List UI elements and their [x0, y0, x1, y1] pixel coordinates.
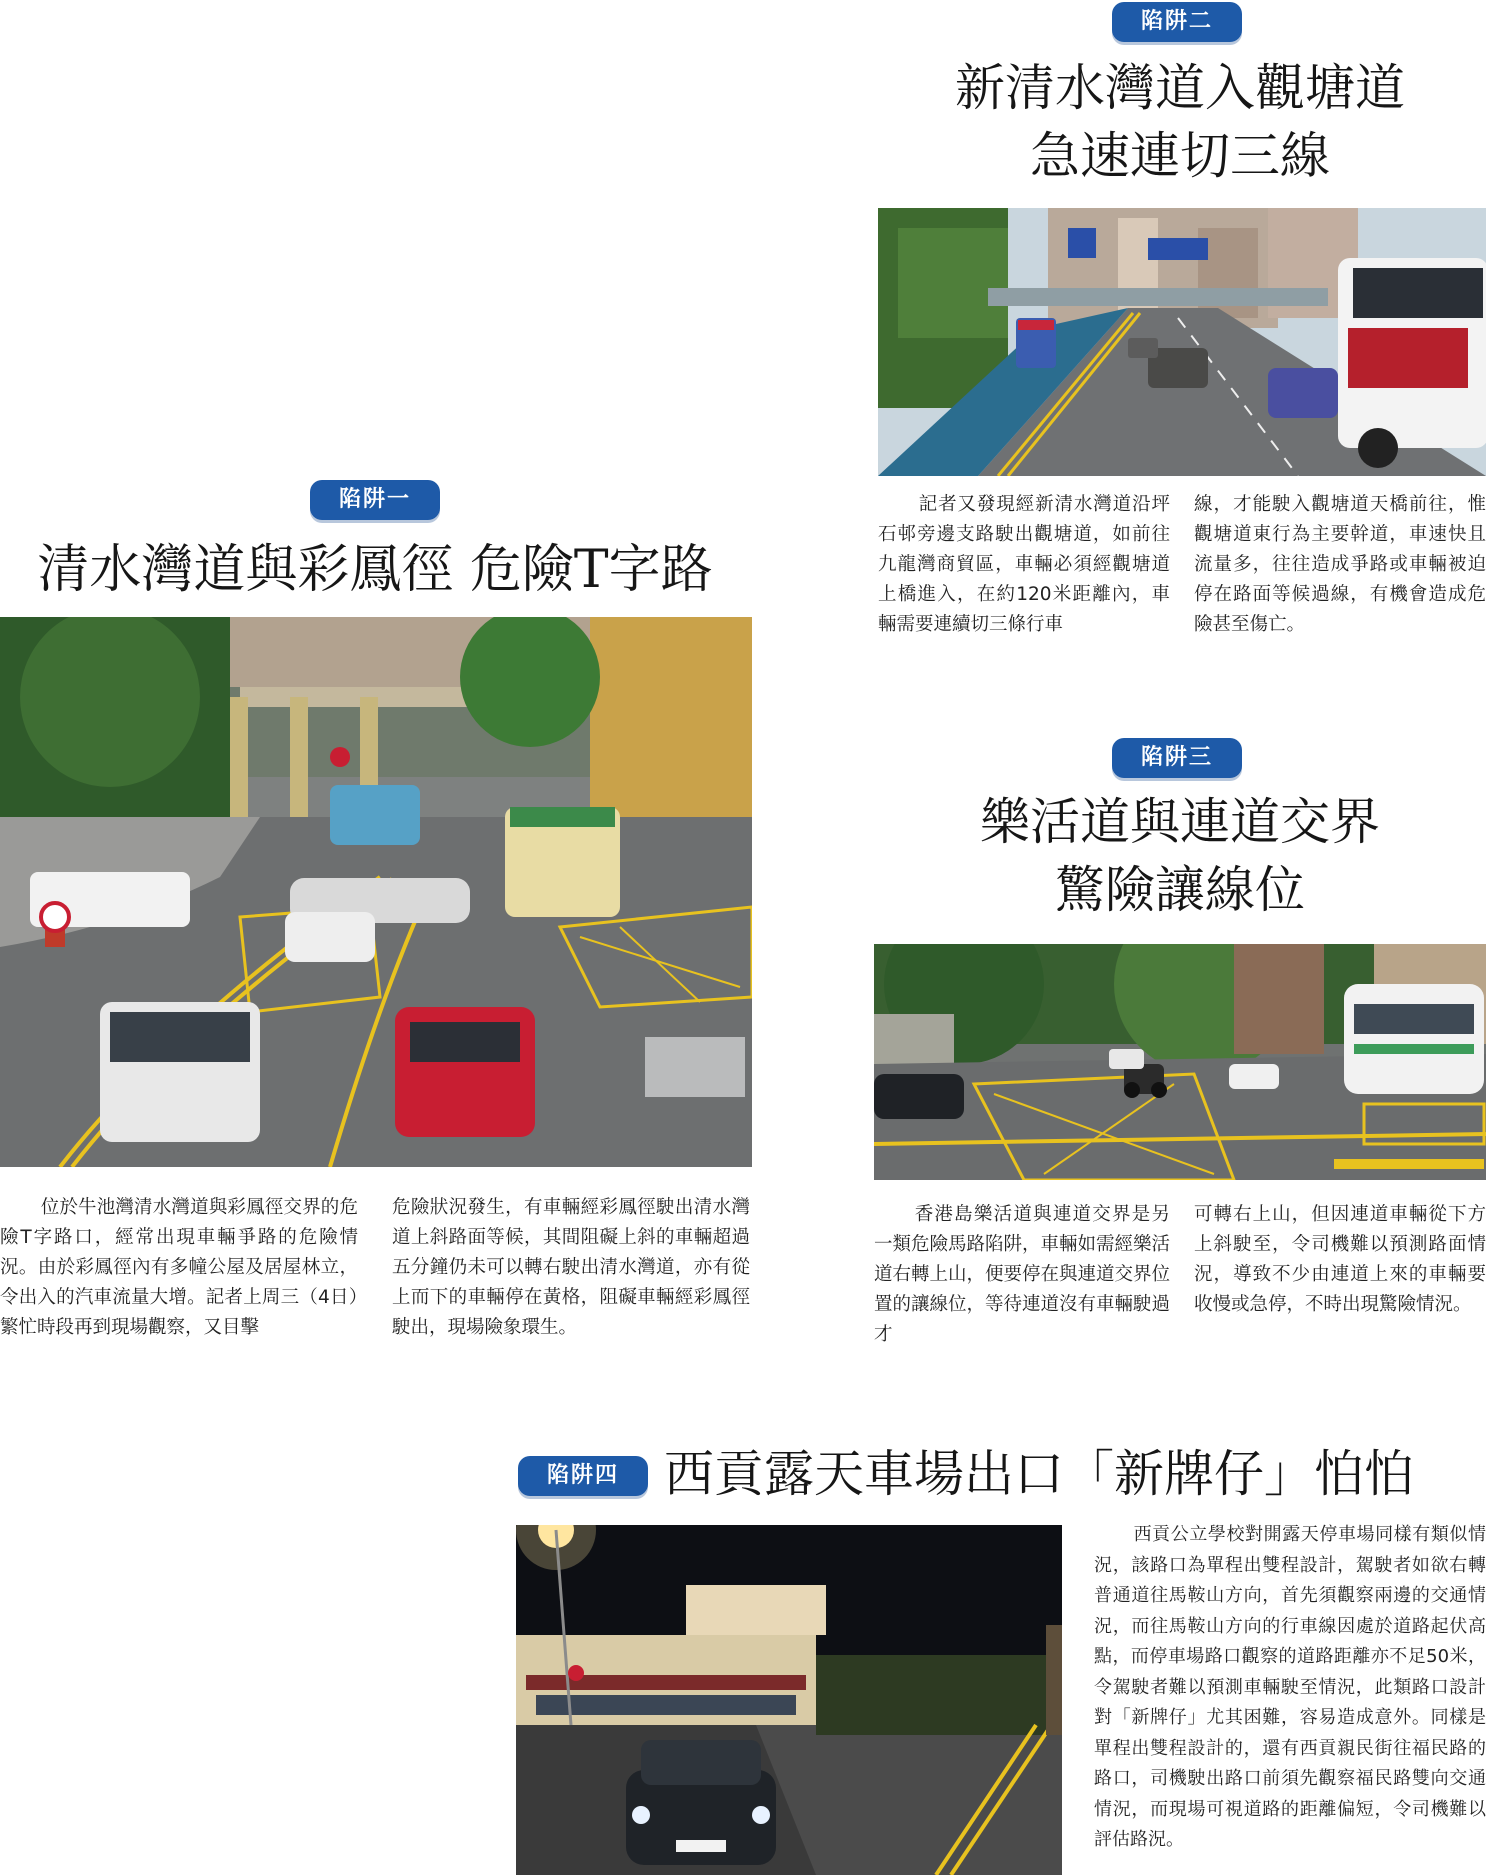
trap2-headline-line2: 急速連切三線 — [1030, 127, 1330, 185]
trap2-text-col2: 線，才能駛入觀塘道天橋前往，惟觀塘道東行為主要幹道，車速快且流量多，往往造成爭路或車輛被迫停在路面等候過線，有機會造成危險甚至傷亡。 — [1194, 494, 1486, 635]
trap3-text-col2: 可轉右上山，但因連道車輛從下方上斜駛至，令司機難以預測路面情況，導致不少由連道上來的車輛要收慢或急停，不時出現驚險情況。 — [1194, 1204, 1486, 1315]
trap2-text-col1: 記者又發現經新清水灣道沿坪石邨旁邊支路駛出觀塘道，如前往九龍灣商貿區，車輛必須經觀塘道上橋進入，在約120米距離內，車輛需要連續切三條行車 — [878, 494, 1170, 635]
trap4-badge: 陷阱四 — [518, 1456, 648, 1496]
trap3-text-col1: 香港島樂活道與連道交界是另一類危險馬路陷阱，車輛如需經樂活道右轉上山，便要停在與連道交界位置的讓線位，等待連道沒有車輛駛過才 — [874, 1204, 1171, 1345]
trap2-badge: 陷阱二 — [1112, 2, 1242, 42]
trap3-photo — [874, 944, 1486, 1180]
trap1-photo — [0, 617, 752, 1167]
trap2-headline-line1: 新清水灣道入觀塘道 — [955, 59, 1405, 117]
trap3-headline-line1: 樂活道與連道交界 — [980, 793, 1380, 851]
trap3-badge: 陷阱三 — [1112, 738, 1242, 778]
trap2-photo — [878, 208, 1486, 476]
trap1-text-col2: 危險狀況發生，有車輛經彩鳳徑駛出清水灣道上斜路面等候，其間阻礙上斜的車輛超過五分鐘仍未可以轉右駛出清水灣道，亦有從上而下的車輛停在黃格，阻礙車輛經彩鳳徑駛出，現場險象環生。 — [392, 1197, 750, 1338]
trap4-text: 西貢公立學校對開露天停車場同樣有類似情況，該路口為單程出雙程設計，駕駛者如欲右轉普通道往馬鞍山方向，首先須觀察兩邊的交通情況，而往馬鞍山方向的行車線因處於道路起伏高點，而停車場路口觀察的道路距離亦不足50米，令駕駛者難以預測車輛駛至情況，此類路口設計對「新牌仔」尤其困難，容易造成意外。同樣是單程出雙程設計的，還有西貢親民街往福民路的路口，司機駛出路口前須先觀察福民路雙向交通情況，而現場可視道路的距離偏短，令司機難以評估路況。 — [1094, 1524, 1486, 1850]
trap1-badge: 陷阱一 — [310, 480, 440, 520]
trap3-headline-line2: 驚險讓線位 — [1055, 861, 1305, 919]
trap4-photo — [516, 1525, 1062, 1875]
trap1-text-col1: 位於牛池灣清水灣道與彩鳳徑交界的危險T字路口，經常出現車輛爭路的危險情況。由於彩鳳徑內有多幢公屋及居屋林立，令出入的汽車流量大增。記者上周三（4日）繁忙時段再到現場觀察，又目擊 — [0, 1197, 358, 1338]
trap4-headline: 西貢露天車場出口「新牌仔」怕怕 — [664, 1445, 1414, 1503]
trap1-headline: 清水灣道與彩鳳徑 危險T字路 — [37, 540, 713, 600]
